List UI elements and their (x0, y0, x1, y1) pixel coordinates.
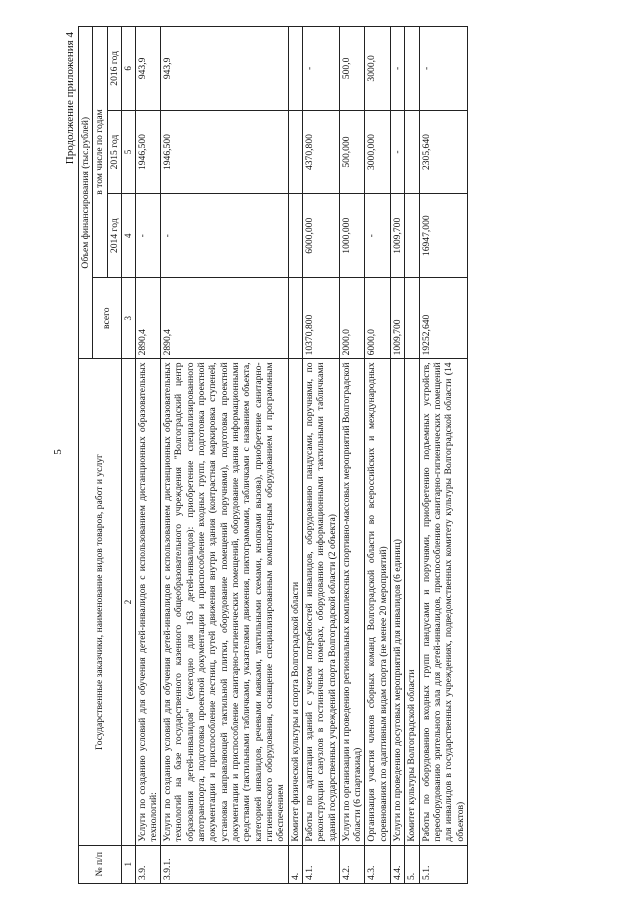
header-year-2016: 2016 год (107, 27, 121, 111)
row-text: Услуги по организации и проведению региональных комплексных спортивно-массовых мероприятий Волгоградской области (6 спартакиад) (339, 359, 365, 845)
row-2015: 4370,800 (302, 110, 339, 194)
row-total: 1009,700 (391, 278, 405, 359)
header-total: всего (93, 278, 122, 359)
row-2016: - (391, 27, 405, 111)
row-num: 4.1. (302, 845, 339, 883)
header-year-2014: 2014 год (107, 194, 121, 278)
row-num: 3.9. (135, 845, 161, 883)
row-total: 6000,0 (365, 278, 391, 359)
section-row (288, 27, 302, 884)
row-2015: 3000,000 (365, 110, 391, 194)
colnum-5: 5 (121, 110, 135, 194)
table-row (391, 27, 405, 884)
row-num: 4.2. (339, 845, 365, 883)
row-text: Работы по адаптации зданий с учетом потребностей инвалидов, оборудованию пандусами, поручнями, по реконструкции санузлов в гостиничных номерах, оборудованию информационными тактильными табличками зданий государственных учреждений спорта Волгоградской области (2 объекта) (302, 359, 339, 845)
header-num: № п/п (79, 845, 122, 883)
colnum-6: 6 (121, 27, 135, 111)
header-incl: в том числе по годам (93, 27, 107, 278)
row-2014: 1000,000 (339, 194, 365, 278)
row-2016: 943,9 (161, 27, 288, 111)
row-total: 2890,4 (135, 278, 161, 359)
row-2015: - (391, 110, 405, 194)
page-number: 5 (52, 449, 64, 455)
row-total: 10370,800 (302, 278, 339, 359)
row-total: 2000,0 (339, 278, 365, 359)
colnum-1: 1 (121, 845, 135, 883)
row-2015: 500,000 (339, 110, 365, 194)
colnum-3: 3 (121, 278, 135, 359)
section-title: Комитет физической культуры и спорта Волгоградской области (288, 359, 302, 845)
row-2014: - (161, 194, 288, 278)
row-num: 5.1. (419, 845, 467, 883)
colnum-2: 2 (121, 359, 135, 845)
row-total: 2890,4 (161, 278, 288, 359)
row-2016: 500,0 (339, 27, 365, 111)
row-2015: 2305,640 (419, 110, 467, 194)
row-text: Работы по оборудованию входных групп пандусами и поручнями, приобретению подъемных устройств, переоборудованию зрительного зала для детей-инвалидов, приспособлению санитарно-гигиенических помещений для инвалидов в государственных учреждениях, подведомственных комитету культуры Волгоградской области (14 объектов) (419, 359, 467, 845)
section-row (405, 27, 419, 884)
funding-table (78, 26, 468, 884)
row-num: 5. (405, 845, 419, 883)
row-2014: - (365, 194, 391, 278)
table-row (365, 27, 391, 884)
row-text: Услуги по созданию условий для обучения детей-инвалидов с использованием дистанционных образовательных технологий на базе государственного казенного общеобразовательного учреждения "Волгоградский центр образования детей-инвалидов" (ежегодно для 163 детей-инвалидов): приобретение специализированного автотранспорта, подготовка проектной документации и приспособление входных групп, подготовка проектной документации и приспособление лестниц, путей движения внутри здания (контрастная маркировка ступеней, установка направляющей тактильной плитки, оборудование помещений поручнями), подготовка проектной документации и приспособление санитарно-гигиенических помещений, оборудование здания информационными средствами (тактильными табличками, указателями движения, пиктограммами, табличками с названием объекта, категорией инвалидов, речевыми маяками, тактильными схемами, кнопками вызова), приобретение санитарно-гигиенического оборудования, оснащение специализированным компьютерным оборудованием и программным обеспечением (161, 359, 288, 845)
row-num: 4.3. (365, 845, 391, 883)
continuation-label: Продолжение приложения 4 (64, 32, 76, 165)
row-text: Услуги по проведению досуговых мероприятий для инвалидов (6 единиц) (391, 359, 405, 845)
row-num: 4.4. (391, 845, 405, 883)
header-name: Государственные заказчики, наименование видов товаров, работ и услуг (79, 359, 122, 845)
row-2014: - (135, 194, 161, 278)
row-text: Организация участия членов сборных команд Волгоградской области во всероссийских и международных соревнованиях по адаптивным видам спорта (не менее 20 мероприятий) (365, 359, 391, 845)
row-2015: 1946,500 (135, 110, 161, 194)
row-2014: 6000,000 (302, 194, 339, 278)
header-year-2015: 2015 год (107, 110, 121, 194)
row-total: 19252,640 (419, 278, 467, 359)
table-row (302, 27, 339, 884)
table-row (419, 27, 467, 884)
table-row (135, 27, 161, 884)
row-2014: 1009,700 (391, 194, 405, 278)
section-title: Комитет культуры Волгоградской области (405, 359, 419, 845)
row-num: 4. (288, 845, 302, 883)
header-funding: Объем финансирования (тыс.рублей) (79, 27, 93, 359)
table-row (161, 27, 288, 884)
row-2016: 3000,0 (365, 27, 391, 111)
row-2015: 1946,500 (161, 110, 288, 194)
row-num: 3.9.1. (161, 845, 288, 883)
row-2016: - (419, 27, 467, 111)
row-2016: 943,9 (135, 27, 161, 111)
table-row (339, 27, 365, 884)
rotated-document (20, 12, 620, 892)
colnum-4: 4 (121, 194, 135, 278)
row-2016: - (302, 27, 339, 111)
row-2014: 16947,000 (419, 194, 467, 278)
row-text: Услуги по созданию условий для обучения детей-инвалидов с использованием дистанционных образовательных технологий: (135, 359, 161, 845)
